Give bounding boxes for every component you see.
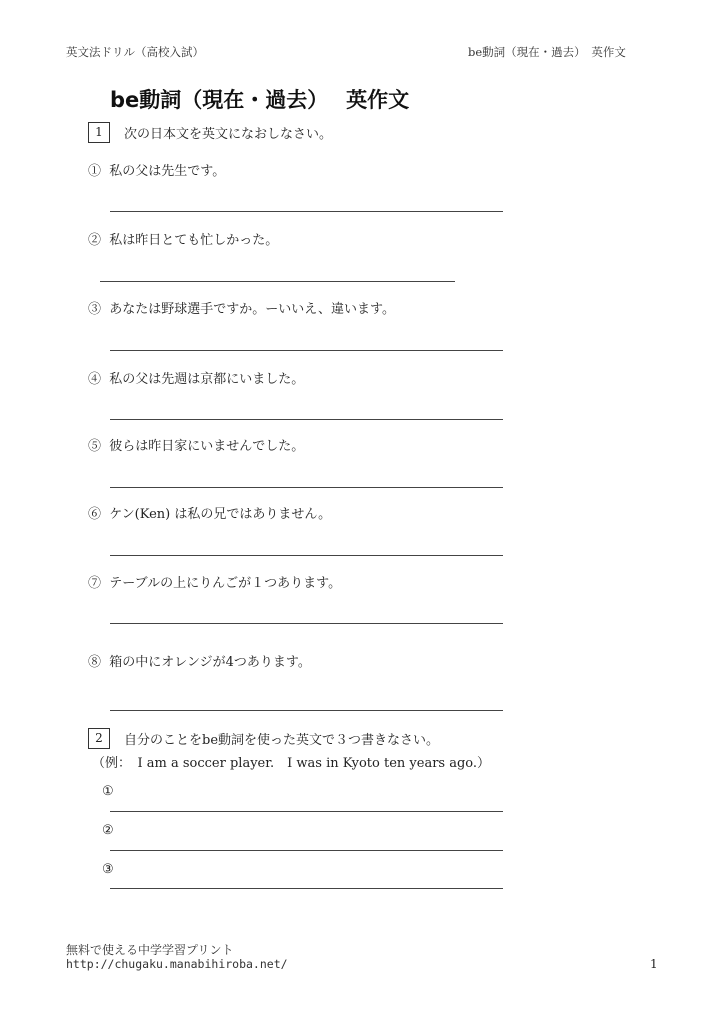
section-1-number: 1 bbox=[88, 122, 110, 143]
question-1 bbox=[88, 160, 225, 179]
header-right: be動詞（現在・過去） 英作文 bbox=[468, 45, 626, 59]
answer-line-4[interactable] bbox=[110, 419, 503, 420]
question-number: ⑤ bbox=[88, 439, 102, 454]
answer-line-8[interactable] bbox=[110, 710, 503, 711]
question-text: 箱の中にオレンジが4つあります。 bbox=[109, 655, 311, 670]
answer-line-6[interactable] bbox=[110, 555, 503, 556]
section-2-heading bbox=[88, 728, 439, 749]
free-answer-line-3[interactable] bbox=[110, 888, 503, 889]
answer-line-5[interactable] bbox=[110, 487, 503, 488]
free-answer-line-2[interactable] bbox=[110, 850, 503, 851]
question-text: ケン(Ken) は私の兄ではありません。 bbox=[109, 507, 332, 522]
free-answer-number-2: ② bbox=[102, 823, 114, 838]
question-2 bbox=[88, 229, 278, 248]
question-number: ⑦ bbox=[88, 576, 102, 591]
free-answer-line-1[interactable] bbox=[110, 811, 503, 812]
question-number: ⑥ bbox=[88, 507, 102, 522]
question-text: あなたは野球選手ですか。ーいいえ、違います。 bbox=[109, 302, 396, 317]
question-number: ⑧ bbox=[88, 655, 102, 670]
question-text: 私は昨日とても忙しかった。 bbox=[109, 233, 279, 248]
page-title: be動詞（現在・過去） 英作文 bbox=[110, 88, 410, 112]
question-text: 私の父は先週は京都にいました。 bbox=[109, 372, 305, 387]
answer-line-2[interactable] bbox=[100, 281, 455, 282]
question-text: 私の父は先生です。 bbox=[109, 164, 226, 179]
answer-line-1[interactable] bbox=[110, 211, 503, 212]
section-2-number: 2 bbox=[88, 728, 110, 749]
question-number: ④ bbox=[88, 372, 102, 387]
question-number: ① bbox=[88, 164, 102, 179]
section-1-instruction: 次の日本文を英文になおしなさい。 bbox=[124, 127, 333, 142]
example-sentence: （例： I am a soccer player. I was in Kyoto ten years ago.） bbox=[92, 756, 491, 771]
question-5 bbox=[88, 435, 304, 454]
header-left: 英文法ドリル（高校入試） bbox=[66, 45, 204, 59]
question-text: テーブルの上にりんごが１つあります。 bbox=[109, 576, 342, 591]
footer-site-name: 無料で使える中学学習プリント bbox=[66, 943, 234, 957]
question-4 bbox=[88, 368, 304, 387]
question-number: ③ bbox=[88, 302, 102, 317]
question-3 bbox=[88, 298, 395, 317]
footer-url-link[interactable]: http://chugaku.manabihiroba.net/ bbox=[66, 957, 288, 971]
question-number: ② bbox=[88, 233, 102, 248]
answer-line-3[interactable] bbox=[110, 350, 503, 351]
section-2-instruction: 自分のことをbe動詞を使った英文で３つ書きなさい。 bbox=[124, 733, 440, 748]
free-answer-number-1: ① bbox=[102, 784, 114, 799]
question-text: 彼らは昨日家にいませんでした。 bbox=[109, 439, 305, 454]
answer-line-7[interactable] bbox=[110, 623, 503, 624]
question-6 bbox=[88, 503, 331, 522]
question-8 bbox=[88, 651, 311, 670]
question-7 bbox=[88, 572, 341, 591]
page-number: 1 bbox=[650, 957, 658, 971]
section-1-heading bbox=[88, 122, 332, 143]
free-answer-number-3: ③ bbox=[102, 862, 114, 877]
